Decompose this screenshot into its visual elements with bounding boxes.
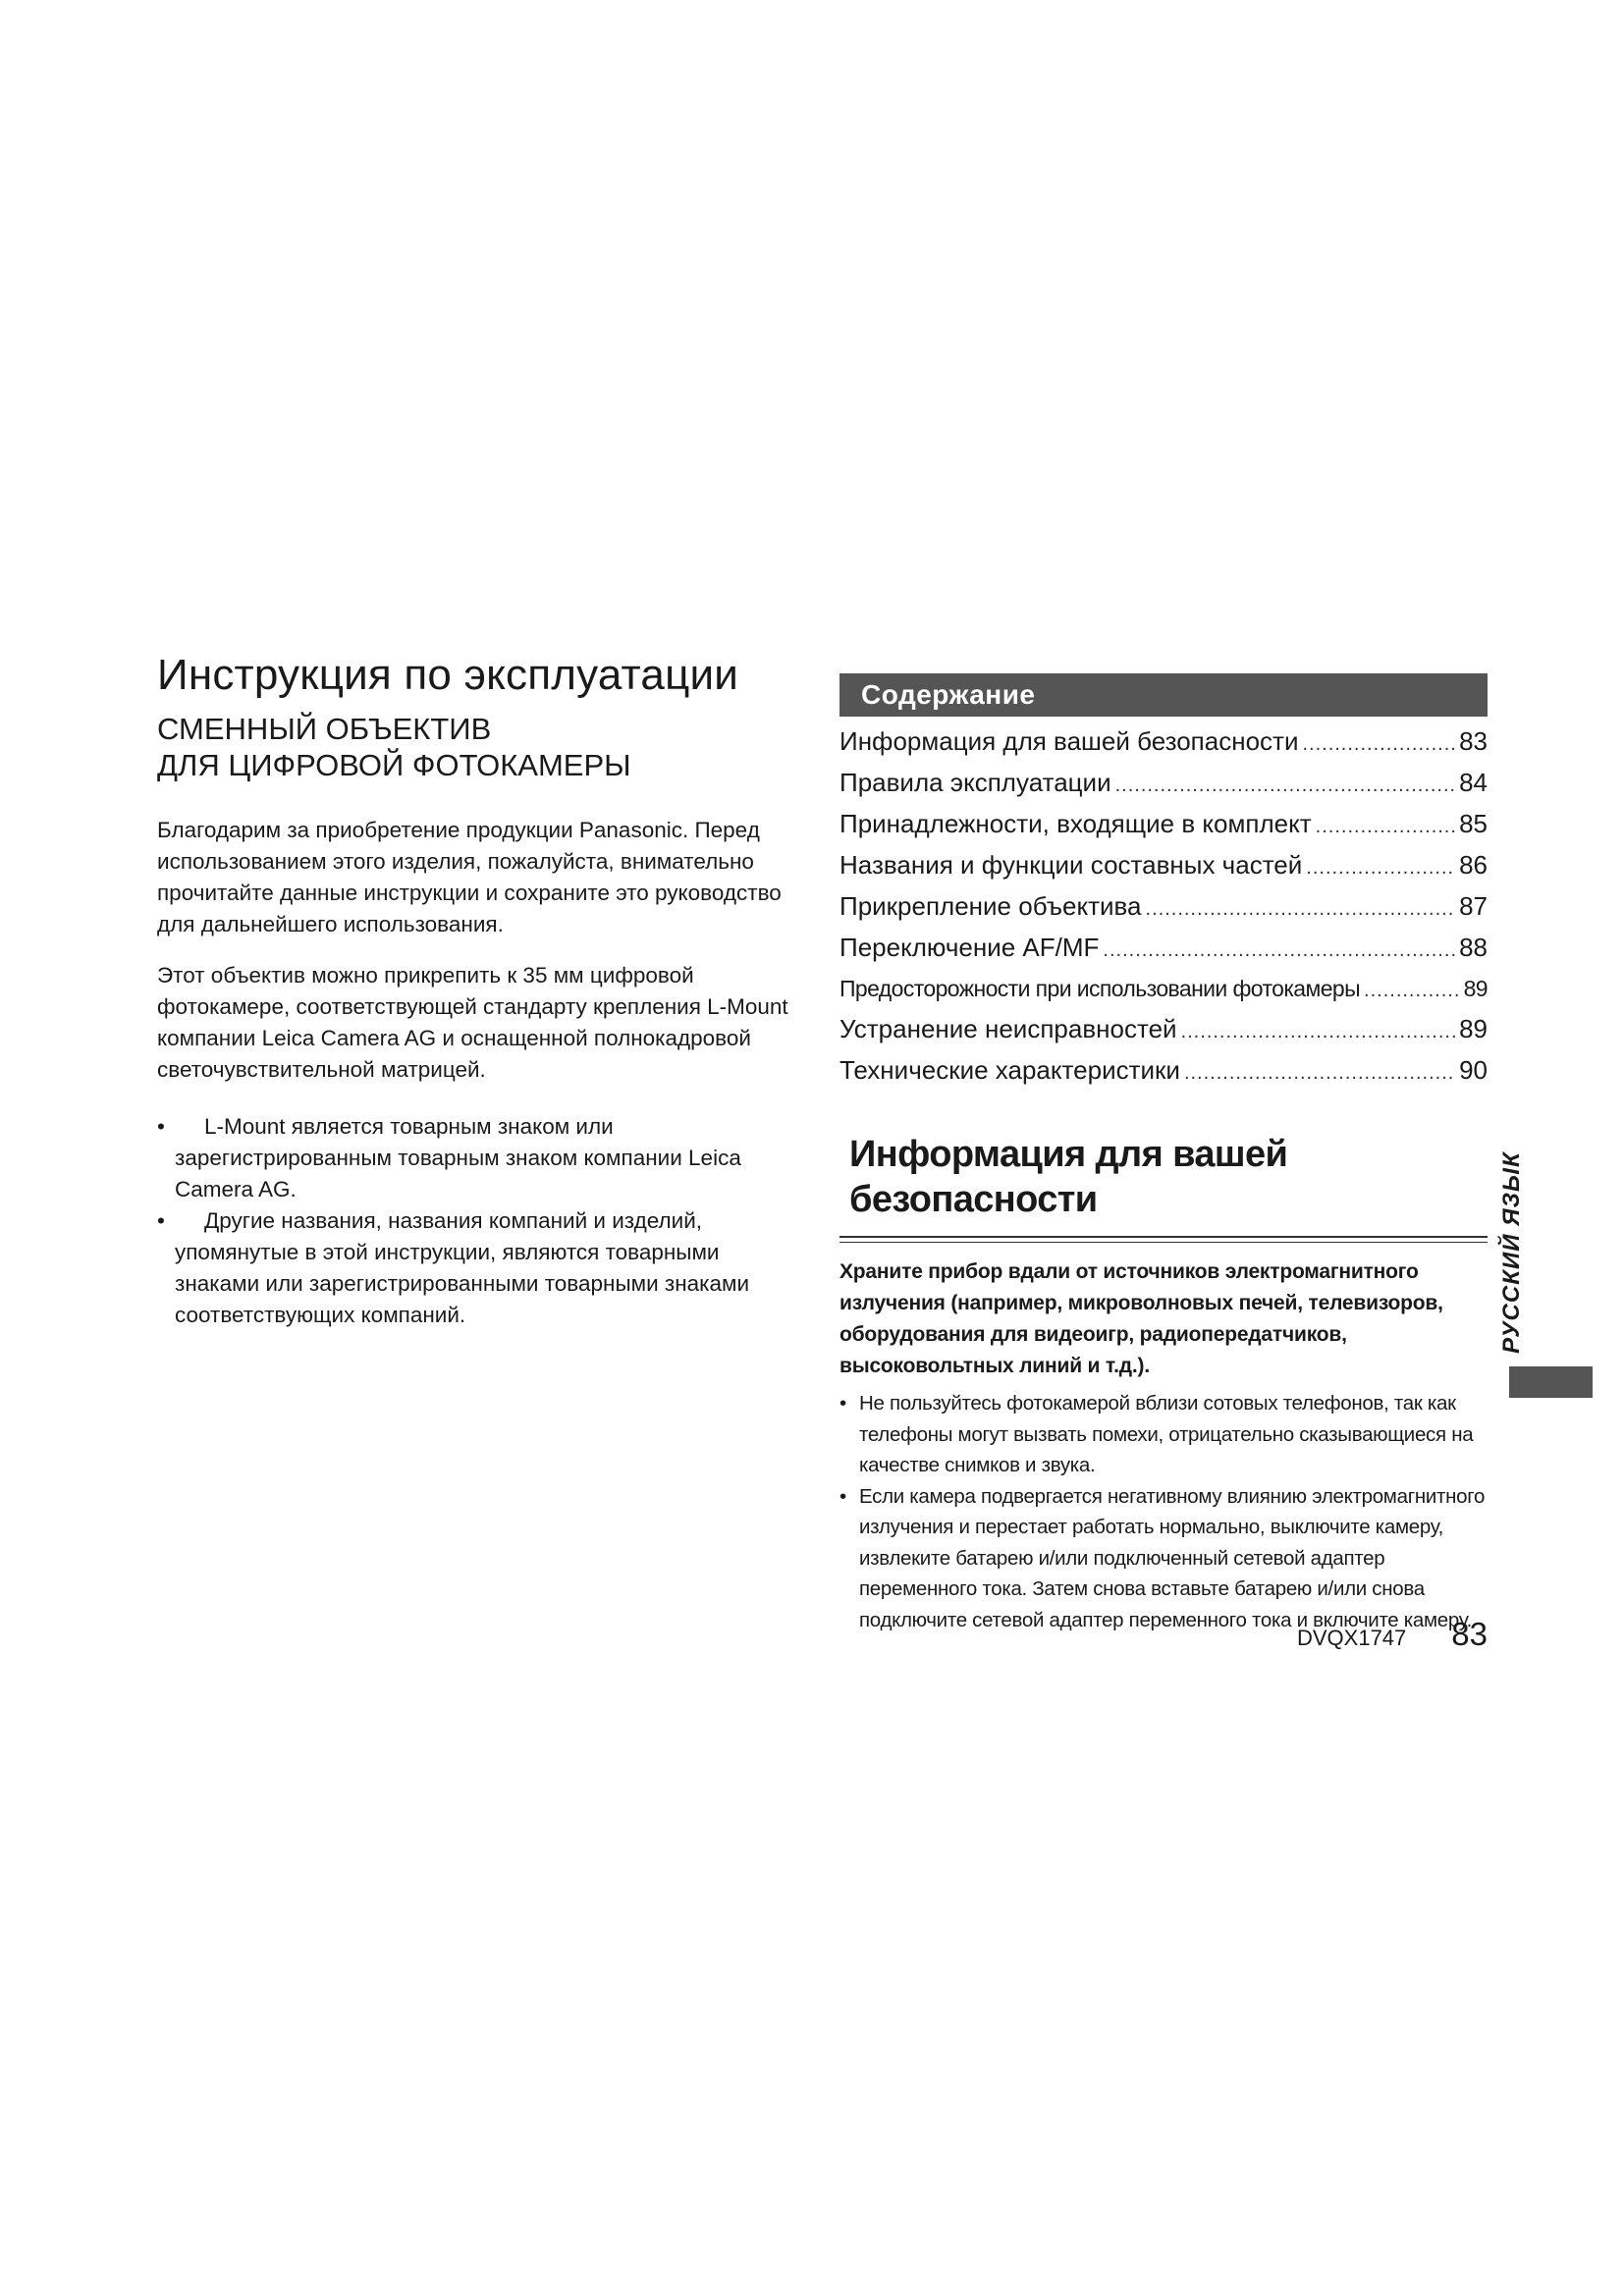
toc-label: Прикрепление объектива <box>839 891 1142 921</box>
toc-item-parts[interactable] <box>839 846 1488 887</box>
toc-label: Правила эксплуатации <box>839 768 1111 797</box>
safety-section-title: Информация для вашей безопасности <box>849 1134 1288 1220</box>
toc-page: 86 <box>1459 850 1488 880</box>
safety-bullet-list <box>839 1388 1488 1635</box>
toc-page: 83 <box>1459 726 1488 756</box>
toc-item-af-mf[interactable] <box>839 929 1488 970</box>
bullet: • <box>157 1208 165 1233</box>
toc-leader <box>1306 849 1455 887</box>
toc-leader <box>1115 767 1455 805</box>
page-number: 83 <box>1451 1616 1488 1652</box>
bullet: • <box>839 1484 846 1508</box>
toc-page: 87 <box>1459 891 1488 921</box>
toc-item-specifications[interactable] <box>839 1051 1488 1093</box>
toc-page: 85 <box>1459 809 1488 838</box>
document-subtitle <box>157 711 795 783</box>
safety-bullet-text: Если камера подвергается негативному влиянию электромагнитного излучения и перестает работать нормально, выключите камеру, извлеките батарею и/или подключенный сетевой адаптер переменного тока. Затем снова вставьте батарею и/или снова подключите сетевой адаптер переменного тока и включите камеру. <box>859 1484 1486 1631</box>
toc-label: Названия и функции составных частей <box>839 850 1303 880</box>
toc-label: Принадлежности, входящие в комплект <box>839 809 1312 838</box>
language-tab-marker <box>1509 1366 1593 1398</box>
trademark-item <box>157 1111 795 1205</box>
toc-label: Технические характеристики <box>839 1055 1180 1085</box>
toc-label: Предосторожности при использовании фотокамеры <box>839 976 1361 1001</box>
intro-column <box>157 650 795 1331</box>
intro-paragraph-2: Этот объектив можно прикрепить к 35 мм цифровой фотокамере, соответствующей стандарту крепления L-Mount компании Leica Camera AG и оснащенной полнокадровой светочувствительной матрицей. <box>157 963 788 1082</box>
toc-leader <box>1302 725 1455 764</box>
subtitle-line-1: СМЕННЫЙ ОБЪЕКТИВ <box>157 712 492 746</box>
trademark-text: Другие названия, названия компаний и изделий, упомянутые в этой инструкции, являются товарными знаками или зарегистрированными товарными знаками соответствующих компаний. <box>175 1208 750 1327</box>
toc-leader <box>1184 1054 1455 1093</box>
toc-item-troubleshooting[interactable] <box>839 1010 1488 1051</box>
intro-paragraph-1: Благодарим за приобретение продукции Panasonic. Перед использованием этого изделия, пожалуйста, внимательно прочитайте данные инструкции и сохраните это руководство для дальнейшего использования. <box>157 818 782 936</box>
toc-leader <box>1181 1013 1456 1051</box>
language-label-text: РУССКИЙ ЯЗЫК <box>1498 1151 1525 1354</box>
toc-page: 89 <box>1463 976 1488 1001</box>
safety-bullet-text: Не пользуйтесь фотокамерой вблизи сотовых телефонов, так как телефоны могут вызвать помехи, отрицательно сказывающиеся на качестве снимков и звука. <box>859 1392 1474 1476</box>
safety-bullet-item <box>839 1481 1488 1636</box>
language-side-label <box>1492 1151 1532 1354</box>
toc-leader <box>1316 808 1455 846</box>
toc-page: 88 <box>1459 933 1488 962</box>
trademark-text: L-Mount является товарным знаком или зарегистрированным товарным знаком компании Leica Camera AG. <box>175 1114 741 1201</box>
subtitle-line-2: ДЛЯ ЦИФРОВОЙ ФОТОКАМЕРЫ <box>157 748 631 782</box>
bullet: • <box>157 1114 165 1139</box>
toc-leader <box>1103 932 1455 970</box>
toc-page: 90 <box>1459 1055 1488 1085</box>
document-title: Инструкция по эксплуатации <box>157 651 739 699</box>
page-footer <box>1218 1616 1488 1653</box>
toc-leader <box>1146 890 1456 929</box>
contents-column <box>839 673 1488 1635</box>
table-of-contents <box>839 722 1488 1093</box>
toc-page: 84 <box>1459 768 1488 797</box>
toc-item-safety[interactable] <box>839 722 1488 764</box>
trademark-list <box>157 1111 795 1331</box>
toc-item-operation-rules[interactable] <box>839 764 1488 805</box>
toc-item-attaching-lens[interactable] <box>839 887 1488 929</box>
toc-label: Устранение неисправностей <box>839 1014 1177 1043</box>
bullet: • <box>839 1392 846 1415</box>
toc-leader <box>1364 972 1460 1010</box>
trademark-item <box>157 1205 795 1331</box>
toc-page: 89 <box>1459 1014 1488 1043</box>
section-divider <box>839 1236 1488 1243</box>
toc-item-camera-precautions[interactable] <box>839 970 1488 1010</box>
safety-bullet-item <box>839 1388 1488 1481</box>
toc-heading: Содержание <box>839 673 1488 717</box>
toc-label: Переключение AF/MF <box>839 933 1100 962</box>
toc-item-accessories[interactable] <box>839 805 1488 846</box>
document-code: DVQX1747 <box>1296 1626 1407 1650</box>
toc-label: Информация для вашей безопасности <box>839 726 1299 756</box>
safety-warning: Храните прибор вдали от источников электромагнитного излучения (например, микроволновых печей, телевизоров, оборудования для видеоигр, радиопередатчиков, высоковольтных линий и т.д.). <box>839 1260 1443 1377</box>
